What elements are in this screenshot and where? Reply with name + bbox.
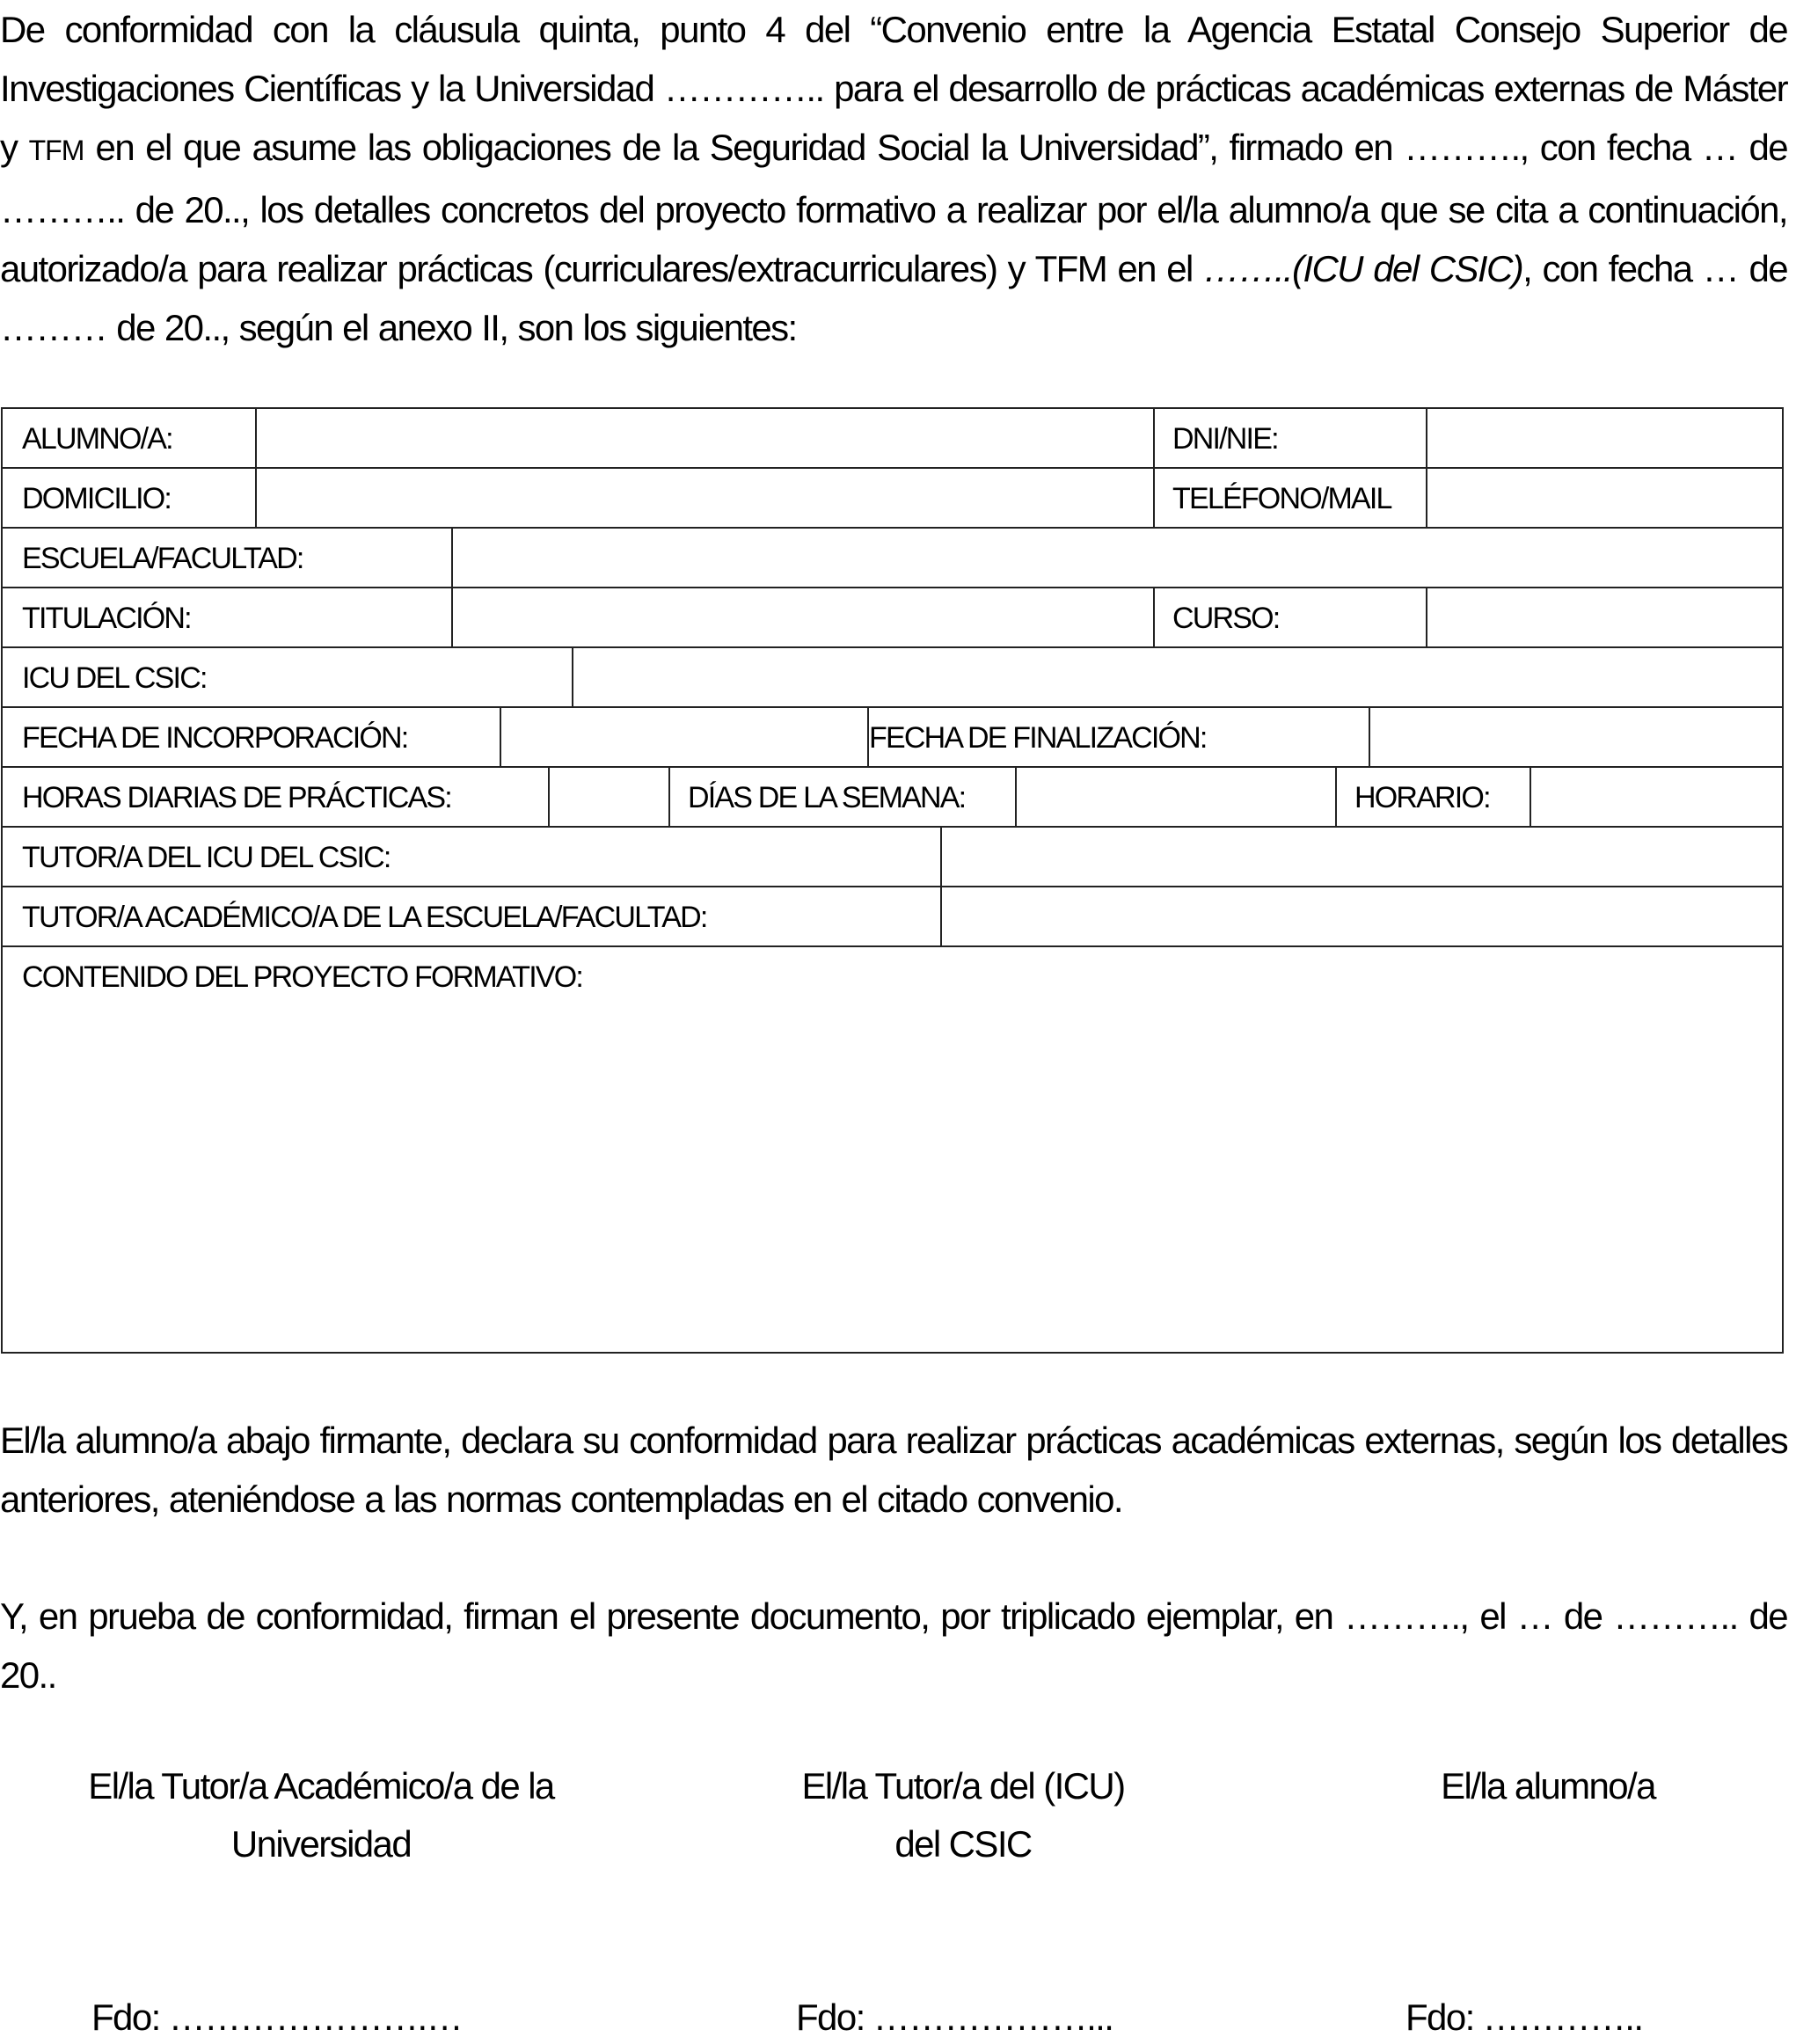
telefono-field[interactable]	[1427, 469, 1782, 527]
tutor-icu-field[interactable]	[942, 828, 1782, 886]
label-fecha-incorporacion: FECHA DE INCORPORACIÓN:	[22, 721, 408, 755]
escuela-field[interactable]	[453, 529, 1782, 587]
training-project-form	[1, 407, 1784, 1354]
label-dias: DÍAS DE LA SEMANA:	[688, 781, 966, 814]
label-dni: DNI/NIE:	[1172, 422, 1278, 456]
label-domicilio: DOMICILIO:	[22, 482, 172, 515]
conformity-paragraph: Y, en prueba de conformidad, firman el presente documento, por triplicado ejemplar, en ………., el … de ……….. de 20..	[0, 1595, 1787, 1696]
icu-placeholder: ……..(ICU del CSIC)	[1203, 248, 1523, 289]
fecha-finalizacion-field[interactable]	[1370, 708, 1782, 766]
signature-student	[1407, 1757, 1689, 1815]
signature-title-line1: El/la Tutor/a del (ICU)	[801, 1765, 1125, 1807]
label-horario: HORARIO:	[1354, 781, 1490, 814]
signature-title-line2: Universidad	[230, 1823, 412, 1865]
intro-text-3: , con fecha … de ……… de 20.., según el anexo II, son los siguientes:	[0, 248, 1787, 348]
icu-field[interactable]	[573, 648, 1782, 706]
signature-line-academic-tutor[interactable]: Fdo: ………………….…	[91, 1997, 462, 2038]
col-divider	[1153, 409, 1155, 527]
label-tutor-academico: TUTOR/A ACADÉMICO/A DE LA ESCUELA/FACULTAD:	[22, 901, 707, 934]
col-divider	[1335, 766, 1337, 826]
signature-line-icu-tutor[interactable]: Fdo: ………………...	[796, 1997, 1113, 2038]
label-telefono: TELÉFONO/MAIL	[1172, 482, 1391, 515]
horario-field[interactable]	[1531, 768, 1782, 826]
signature-academic-tutor	[53, 1757, 589, 1873]
curso-field[interactable]	[1427, 588, 1782, 646]
label-alumno: ALUMNO/A:	[22, 422, 172, 456]
label-tutor-icu: TUTOR/A DEL ICU DEL CSIC:	[22, 841, 391, 874]
label-contenido: CONTENIDO DEL PROYECTO FORMATIVO:	[22, 960, 583, 994]
intro-text-2: en el que asume las obligaciones de la Seguridad Social la Universidad”, firmado en ………., con fecha … de ……….. de 20.., los detalles concretos del proyecto formativo a realizar por el/la alumno/a que se cita a continuación, autorizado/a para realizar prácticas (curriculares/extracurriculares) y TFM en el	[0, 127, 1787, 289]
signature-line-student[interactable]: Fdo: …………..	[1405, 1997, 1643, 2038]
domicilio-field[interactable]	[257, 469, 1153, 527]
titulacion-field[interactable]	[453, 588, 1153, 646]
signature-title-line1: El/la Tutor/a Académico/a de la	[88, 1765, 554, 1807]
label-horas: HORAS DIARIAS DE PRÁCTICAS:	[22, 781, 451, 814]
label-titulacion: TITULACIÓN:	[22, 602, 191, 635]
label-escuela: ESCUELA/FACULTAD:	[22, 542, 303, 575]
label-curso: CURSO:	[1172, 602, 1280, 635]
dias-field[interactable]	[1017, 768, 1335, 826]
col-divider	[668, 766, 670, 826]
signature-title-line1: El/la alumno/a	[1441, 1765, 1655, 1807]
intro-paragraph	[0, 0, 1787, 357]
tfm-abbrev: TFM	[28, 135, 84, 166]
contenido-field[interactable]	[3, 1007, 1782, 1352]
label-fecha-finalizacion: FECHA DE FINALIZACIÓN:	[869, 721, 1207, 755]
intro-text-1: De conformidad con la cláusula quinta, punto 4 del “Convenio entre la Agencia Estatal Consejo Superior de Investigaciones Científicas y la Universidad ………….. para el desarrollo de prácticas académicas externas de Máster y	[0, 9, 1787, 168]
horas-field[interactable]	[550, 768, 668, 826]
fecha-incorporacion-field[interactable]	[501, 708, 867, 766]
label-icu: ICU DEL CSIC:	[22, 661, 207, 695]
col-divider	[1153, 587, 1155, 646]
declaration-paragraph: El/la alumno/a abajo firmante, declara su conformidad para realizar prácticas académicas externas, según los detalles anteriores, ateniéndose a las normas contempladas en el citado convenio.	[0, 1420, 1787, 1520]
alumno-field[interactable]	[257, 409, 1153, 467]
dni-field[interactable]	[1427, 409, 1782, 467]
signature-title-line2: del CSIC	[894, 1823, 1032, 1865]
signature-icu-tutor	[774, 1757, 1152, 1873]
tutor-academico-field[interactable]	[942, 887, 1782, 945]
